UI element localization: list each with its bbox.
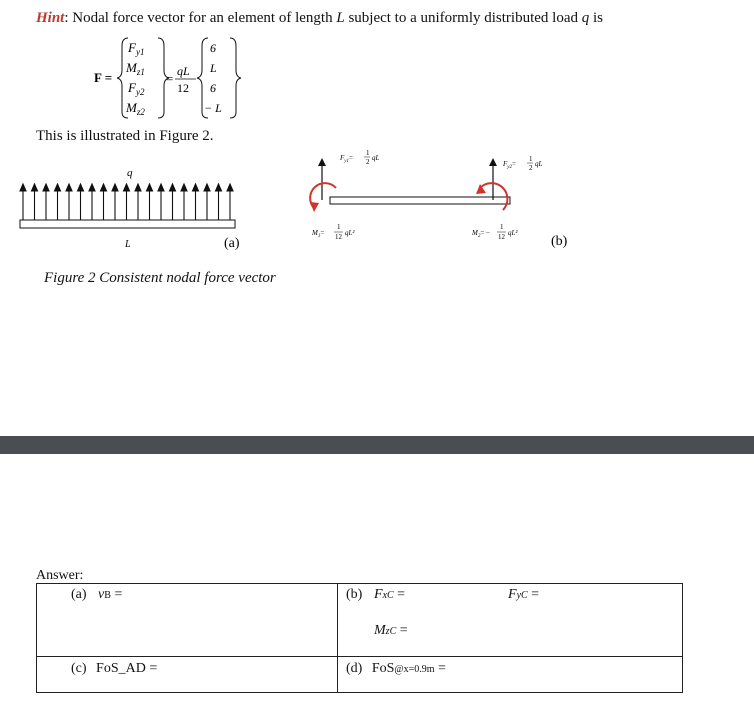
fy1-label: F xyxy=(340,154,345,162)
load-arrow-head xyxy=(112,184,118,191)
svg-text:Mz1 xyxy=(125,60,145,77)
hint-label: Hint xyxy=(36,10,65,26)
illustration-text: This is illustrated in Figure 2. xyxy=(36,128,214,144)
hint-text-c: is xyxy=(589,10,603,26)
svg-text:qL: qL xyxy=(372,154,380,162)
answer-d-text: FoS xyxy=(371,661,395,676)
svg-text:1: 1 xyxy=(366,149,370,157)
svg-text:2: 2 xyxy=(529,164,533,172)
m2-label: M xyxy=(472,229,478,237)
svg-text:M1=: $M_1=$ xyxy=(312,229,325,239)
vec-entry-2: M xyxy=(126,60,137,75)
svg-text:12: 12 xyxy=(335,233,342,241)
svg-text:12: 12 xyxy=(498,233,505,241)
svg-text:Fy2 xyxy=(127,80,145,97)
vec-sub-4: z2 xyxy=(136,107,145,117)
answer-b-fx: F xyxy=(374,587,383,602)
distributed-load-arrows xyxy=(20,184,233,220)
answer-cell-b[interactable]: (b) FxC = FyC = MzC = xyxy=(338,584,683,657)
m1-label: M xyxy=(312,229,318,237)
svg-text:Fy1=: $F_{y1}=$ xyxy=(340,154,353,164)
load-label: q xyxy=(127,167,133,179)
vec-entry-1: F xyxy=(128,40,136,55)
figure-caption: Figure 2 Consistent nodal force vector xyxy=(44,270,276,286)
svg-text:2: 2 xyxy=(366,158,370,166)
load-arrow-head xyxy=(89,184,95,191)
load-arrow-head xyxy=(216,184,222,191)
svg-text:1: 1 xyxy=(500,223,504,231)
load-arrow-head xyxy=(43,184,49,191)
section-divider xyxy=(0,436,754,454)
hint-var-q: q xyxy=(581,10,590,26)
load-arrow-head xyxy=(20,184,26,191)
beam-b xyxy=(330,197,510,204)
hint-text-b: subject to a uniformly distributed load xyxy=(344,10,582,26)
load-arrow-head xyxy=(135,184,141,191)
load-arrow-head xyxy=(55,184,61,191)
svg-text:qL²: qL² xyxy=(345,229,355,237)
answer-c-label: (c) xyxy=(71,661,87,676)
load-arrow-head xyxy=(193,184,199,191)
hint-text-a: : Nodal force vector for an element of length xyxy=(64,10,337,26)
figure-a xyxy=(14,160,254,255)
beam-a xyxy=(20,220,235,228)
vec-sub-3: y2 xyxy=(135,87,145,97)
load-arrow-head xyxy=(158,184,164,191)
load-arrow-head xyxy=(78,184,84,191)
load-arrow-head xyxy=(66,184,72,191)
answer-c-text: FoS_AD = xyxy=(96,661,158,676)
hint-line xyxy=(36,10,603,27)
answer-heading: Answer: xyxy=(36,568,84,583)
hint-var-L: L xyxy=(336,10,345,26)
svg-text:qL²: qL² xyxy=(508,229,518,237)
answer-a-label: (a) xyxy=(71,587,87,602)
vec-entry-4: M xyxy=(126,100,137,115)
answer-b-fy: F xyxy=(508,587,517,602)
load-arrow-head xyxy=(181,184,187,191)
coef-den: 12 xyxy=(177,81,189,95)
panel-label-b: (b) xyxy=(551,234,568,249)
load-arrow-head xyxy=(204,184,210,191)
load-arrow-head xyxy=(227,184,233,191)
load-arrow-head xyxy=(124,184,130,191)
load-arrow-head xyxy=(170,184,176,191)
panel-label-a: (a) xyxy=(224,236,240,251)
nodal-force-equation xyxy=(80,32,260,122)
coef-num: qL xyxy=(177,64,190,78)
svg-text:M2= −: $M_2=$ − xyxy=(472,229,490,239)
answer-cell-d[interactable]: (d) FoS@x=0.9m = xyxy=(338,657,683,693)
answer-d-label: (d) xyxy=(346,661,363,676)
svg-text:=: = xyxy=(166,71,174,86)
svg-text:Fy2=: $F_{y2}=$ xyxy=(503,160,516,170)
answer-b-mz: M xyxy=(374,623,386,638)
vec-sub-1: y1 xyxy=(135,47,145,57)
svg-text:1: 1 xyxy=(337,223,341,231)
svg-text:qL: qL xyxy=(535,160,543,168)
figure-b xyxy=(300,140,590,255)
svg-text:1: 1 xyxy=(529,155,533,163)
rhs-entry-4: − L xyxy=(204,101,222,115)
answer-cell-a[interactable]: (a) vB = xyxy=(37,584,338,657)
svg-text:Fy1 xyxy=(127,40,144,57)
load-arrow-head xyxy=(147,184,153,191)
svg-text:Mz2 xyxy=(125,100,145,117)
length-label: L xyxy=(125,239,131,250)
rhs-entry-1: 6 xyxy=(210,41,216,55)
load-arrow-head xyxy=(32,184,38,191)
rhs-entry-3: 6 xyxy=(210,81,216,95)
rhs-entry-2: L xyxy=(210,61,217,75)
answer-b-label: (b) xyxy=(346,587,363,602)
equation-lhs: F = xyxy=(94,70,113,85)
vec-entry-3: F xyxy=(128,80,136,95)
answer-cell-c[interactable] xyxy=(37,657,338,693)
vec-sub-2: z1 xyxy=(136,67,145,77)
answer-table xyxy=(36,583,683,693)
load-arrow-head xyxy=(101,184,107,191)
fy2-label: F xyxy=(503,160,508,168)
answer-a-var: v xyxy=(98,587,105,602)
